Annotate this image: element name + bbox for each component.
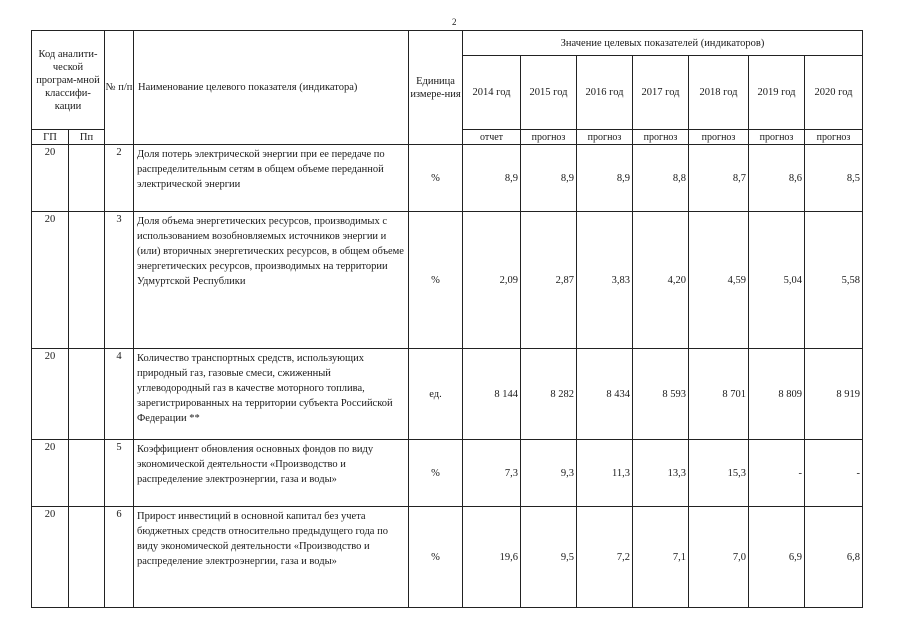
gp-header: ГП [32, 130, 69, 145]
unit-cell: % [409, 440, 463, 507]
value-cell: 8 144 [463, 349, 521, 440]
row-number: 5 [105, 440, 134, 507]
value-cell: 3,83 [577, 212, 633, 349]
code-header: Код аналити-ческой програм-мной классифи-кации [32, 31, 105, 130]
value-cell: 7,2 [577, 507, 633, 608]
year-header: 2014 год [463, 56, 521, 130]
value-cell: 7,1 [633, 507, 689, 608]
gp-cell: 20 [32, 212, 69, 349]
value-cell: 5,58 [805, 212, 863, 349]
status-subheader: отчет [463, 130, 521, 145]
pp-cell [69, 349, 105, 440]
value-cell: 11,3 [577, 440, 633, 507]
value-cell: 8,5 [805, 145, 863, 212]
year-header: 2020 год [805, 56, 863, 130]
status-subheader: прогноз [633, 130, 689, 145]
value-cell: 9,3 [521, 440, 577, 507]
value-cell: 8,9 [577, 145, 633, 212]
value-cell: 8,6 [749, 145, 805, 212]
value-cell: 4,59 [689, 212, 749, 349]
value-cell: 8,7 [689, 145, 749, 212]
value-cell: 9,5 [521, 507, 577, 608]
value-cell: 8,9 [463, 145, 521, 212]
value-cell: 7,0 [689, 507, 749, 608]
unit-cell: % [409, 145, 463, 212]
row-number: 3 [105, 212, 134, 349]
status-subheader: прогноз [689, 130, 749, 145]
value-cell: 5,04 [749, 212, 805, 349]
year-header: 2017 год [633, 56, 689, 130]
indicator-name: Доля объема энергетических ресурсов, производимых с использованием возобновляемых источников энергии и (или) вторичных энергетических ресурсов, в общем объеме энергетических ресурсов, производимых на территории Удмуртской Республики [134, 212, 409, 349]
value-cell: - [805, 440, 863, 507]
values-header: Значение целевых показателей (индикаторов) [463, 31, 863, 56]
value-cell: - [749, 440, 805, 507]
row-number: 4 [105, 349, 134, 440]
status-subheader: прогноз [521, 130, 577, 145]
unit-cell: % [409, 212, 463, 349]
gp-cell: 20 [32, 507, 69, 608]
indicator-name: Количество транспортных средств, использующих природный газ, газовые смеси, сжиженный углеводородный газ в качестве моторного топлива, зарегистрированных на территории субъекта Российской Федерации ** [134, 349, 409, 440]
status-subheader: прогноз [805, 130, 863, 145]
value-cell: 8,8 [633, 145, 689, 212]
year-header: 2016 год [577, 56, 633, 130]
year-header: 2015 год [521, 56, 577, 130]
gp-cell: 20 [32, 145, 69, 212]
table-row [32, 440, 863, 507]
value-cell: 13,3 [633, 440, 689, 507]
table-row [32, 145, 863, 212]
gp-cell: 20 [32, 440, 69, 507]
row-number: 2 [105, 145, 134, 212]
status-subheader: прогноз [577, 130, 633, 145]
value-cell: 8 434 [577, 349, 633, 440]
row-number: 6 [105, 507, 134, 608]
value-cell: 6,9 [749, 507, 805, 608]
value-cell: 15,3 [689, 440, 749, 507]
unit-cell: % [409, 507, 463, 608]
value-cell: 8 701 [689, 349, 749, 440]
indicators-table [31, 30, 863, 608]
pp-cell [69, 507, 105, 608]
value-cell: 8 282 [521, 349, 577, 440]
value-cell: 8,9 [521, 145, 577, 212]
gp-cell: 20 [32, 349, 69, 440]
indicator-name: Коэффициент обновления основных фондов по виду экономической деятельности «Производство и распределение электроэнергии, газа и воды» [134, 440, 409, 507]
table-row [32, 212, 863, 349]
pp-cell [69, 440, 105, 507]
indicator-name: Прирост инвестиций в основной капитал без учета бюджетных средств относительно предыдущего года по виду экономической деятельности «Производство и распределение электроэнергии, газа и воды» [134, 507, 409, 608]
value-cell: 6,8 [805, 507, 863, 608]
value-cell: 7,3 [463, 440, 521, 507]
unit-cell: ед. [409, 349, 463, 440]
table-row [32, 349, 863, 440]
year-header: 2018 год [689, 56, 749, 130]
indicator-name: Доля потерь электрической энергии при ее передаче по распределительным сетям в общем объеме переданной электрической энергии [134, 145, 409, 212]
value-cell: 8 593 [633, 349, 689, 440]
value-cell: 8 919 [805, 349, 863, 440]
num-header: № п/п [105, 31, 134, 145]
page-number: 2 [452, 17, 457, 27]
table-row [32, 507, 863, 608]
pp-cell [69, 212, 105, 349]
pp-cell [69, 145, 105, 212]
year-header: 2019 год [749, 56, 805, 130]
pp-header: Пп [69, 130, 105, 145]
unit-header: Единица измере-ния [409, 31, 463, 145]
value-cell: 2,09 [463, 212, 521, 349]
name-header: Наименование целевого показателя (индикатора) [134, 31, 409, 145]
value-cell: 2,87 [521, 212, 577, 349]
status-subheader: прогноз [749, 130, 805, 145]
value-cell: 8 809 [749, 349, 805, 440]
value-cell: 4,20 [633, 212, 689, 349]
value-cell: 19,6 [463, 507, 521, 608]
